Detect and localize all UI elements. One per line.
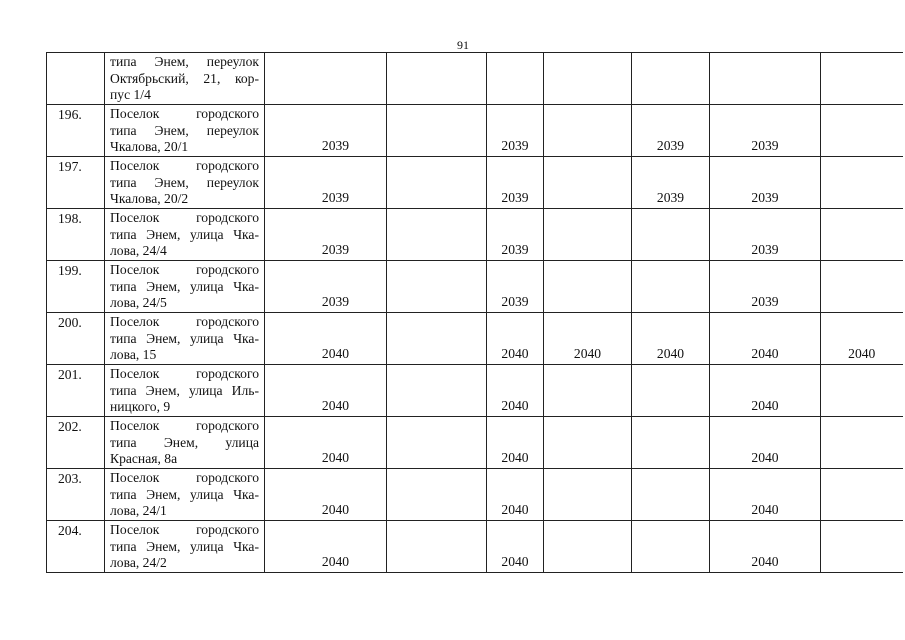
address-line: типа Энем, переулок [110,174,259,190]
year-cell [821,261,903,313]
year-cell [265,53,387,105]
year-cell: 2040 [265,521,387,573]
year-cell [544,521,632,573]
row-number-cell: 196. [47,105,105,157]
address-line: типа Энем, улица Чка- [110,278,259,294]
row-number-cell: 202. [47,417,105,469]
year-cell: 2040 [821,313,903,365]
table-row [47,313,903,365]
address-line: Октябрьский, 21, кор- [110,70,259,86]
table-row [47,261,903,313]
empty-cell [387,417,487,469]
address-cell [105,365,265,417]
year-cell: 2040 [265,469,387,521]
address-line: типа Энем, улица Чка- [110,226,259,242]
year-cell: 2039 [632,157,710,209]
year-cell: 2040 [710,469,821,521]
address-line: лова, 24/2 [110,555,167,570]
page-number: 91 [457,38,469,52]
row-number-cell: 204. [47,521,105,573]
year-cell: 2039 [265,157,387,209]
year-cell: 2039 [487,105,544,157]
year-cell [632,521,710,573]
year-cell: 2040 [544,313,632,365]
address-line: типа Энем, улица [110,434,259,450]
year-cell: 2040 [632,313,710,365]
address-line: Поселок городского [110,470,259,485]
year-cell [821,105,903,157]
year-cell [632,469,710,521]
year-cell: 2039 [265,105,387,157]
year-cell [544,469,632,521]
year-cell [821,521,903,573]
year-cell: 2039 [632,105,710,157]
table-row [47,521,903,573]
address-line: лова, 24/5 [110,295,167,310]
year-cell [710,53,821,105]
year-cell [487,53,544,105]
address-line: Поселок городского [110,314,259,329]
year-cell [821,417,903,469]
year-cell [632,417,710,469]
year-cell [544,105,632,157]
year-cell: 2040 [487,521,544,573]
table-row [47,417,903,469]
table-row [47,105,903,157]
year-cell [544,417,632,469]
table-row [47,209,903,261]
address-cell [105,53,265,105]
address-line: Поселок городского [110,210,259,225]
empty-cell [387,365,487,417]
empty-cell [387,157,487,209]
year-cell [821,209,903,261]
table-row [47,469,903,521]
year-cell: 2039 [710,105,821,157]
year-cell [821,469,903,521]
address-cell [105,209,265,261]
address-line: Поселок городского [110,366,259,381]
year-cell: 2039 [265,209,387,261]
year-cell [821,53,903,105]
year-cell: 2039 [710,157,821,209]
address-line: лова, 24/1 [110,503,167,518]
address-line: Поселок городского [110,158,259,173]
year-cell [544,261,632,313]
row-number-cell [47,53,105,105]
year-cell: 2040 [487,365,544,417]
address-cell [105,105,265,157]
table-row [47,157,903,209]
empty-cell [387,209,487,261]
address-line: Поселок городского [110,522,259,537]
year-cell [544,53,632,105]
address-cell [105,417,265,469]
empty-cell [387,313,487,365]
row-number-cell: 198. [47,209,105,261]
year-cell: 2040 [265,313,387,365]
address-line: типа Энем, улица Чка- [110,538,259,554]
schedule-table [46,52,903,573]
row-number-cell: 201. [47,365,105,417]
year-cell: 2040 [265,365,387,417]
year-cell [821,157,903,209]
address-line: типа Энем, переулок [110,122,259,138]
year-cell: 2040 [265,417,387,469]
year-cell: 2040 [710,521,821,573]
address-line: ницкого, 9 [110,399,171,414]
year-cell [544,157,632,209]
empty-cell [387,469,487,521]
empty-cell [387,53,487,105]
year-cell: 2039 [487,209,544,261]
address-line: Красная, 8а [110,451,178,466]
year-cell: 2039 [487,157,544,209]
address-line: Поселок городского [110,106,259,121]
address-cell [105,313,265,365]
address-cell [105,157,265,209]
year-cell: 2039 [710,209,821,261]
year-cell [544,209,632,261]
year-cell [632,209,710,261]
address-line: пус 1/4 [110,87,151,102]
year-cell [632,261,710,313]
year-cell: 2040 [487,469,544,521]
year-cell [821,365,903,417]
address-line: типа Энем, улица Чка- [110,486,259,502]
year-cell: 2040 [710,365,821,417]
table-row [47,365,903,417]
year-cell: 2039 [487,261,544,313]
address-line: типа Энем, переулок [110,54,259,69]
year-cell: 2040 [487,313,544,365]
address-line: Чкалова, 20/1 [110,139,189,154]
year-cell: 2039 [265,261,387,313]
row-number-cell: 203. [47,469,105,521]
year-cell [632,53,710,105]
address-line: типа Энем, улица Чка- [110,330,259,346]
table-row [47,53,903,105]
address-line: Поселок городского [110,418,259,433]
empty-cell [387,261,487,313]
address-cell [105,469,265,521]
year-cell: 2040 [710,313,821,365]
year-cell [632,365,710,417]
address-line: лова, 15 [110,347,157,362]
empty-cell [387,105,487,157]
year-cell: 2040 [487,417,544,469]
row-number-cell: 199. [47,261,105,313]
address-line: лова, 24/4 [110,243,167,258]
address-cell [105,261,265,313]
year-cell: 2039 [710,261,821,313]
address-line: Поселок городского [110,262,259,277]
year-cell: 2040 [710,417,821,469]
address-line: типа Энем, улица Иль- [110,382,259,398]
address-line: Чкалова, 20/2 [110,191,189,206]
address-cell [105,521,265,573]
row-number-cell: 197. [47,157,105,209]
year-cell [544,365,632,417]
row-number-cell: 200. [47,313,105,365]
empty-cell [387,521,487,573]
